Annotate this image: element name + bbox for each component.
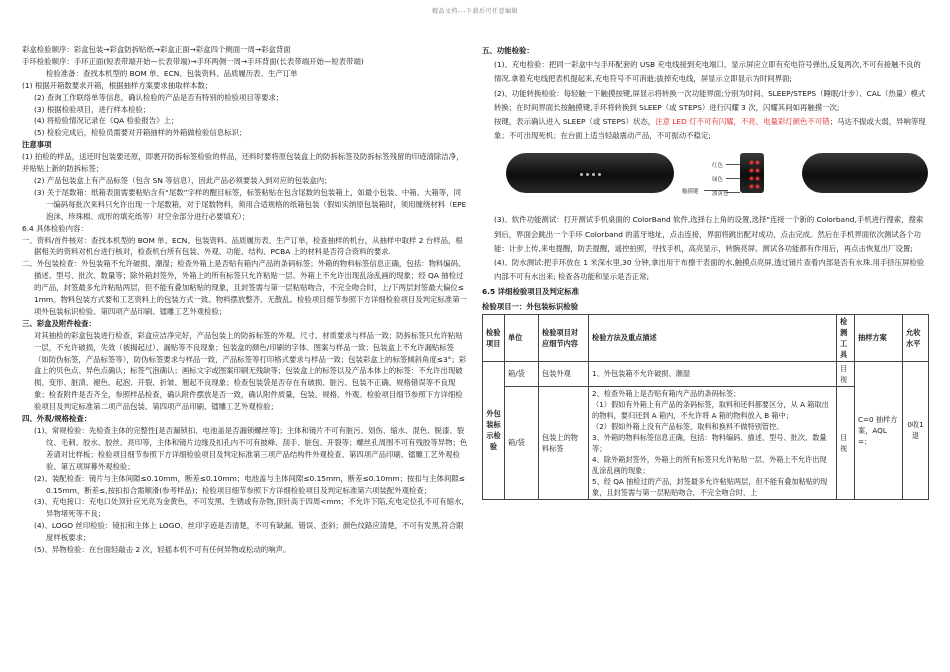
table-row	[483, 361, 929, 386]
left-paragraph: (3) 根据检验项目，进行样本检验；	[34, 104, 151, 114]
charging-check: (1)、充电检验：把同一彩盒中与手环配套的 USB 充电线接到充电端口，显示屏应立即有充电符号弹出,反复两次,不可有接触不良的情况.拿着充电线把表机提起来,充电符号不可消逝;拔掉充电线，屏显示立即显示为时间界面;	[494, 60, 921, 84]
detail-section-title: 6.5 详细检验项目及判定标准	[482, 287, 579, 297]
left-paragraph: 三、彩盒及附件检查：	[22, 318, 96, 328]
left-paragraph: (4) 将检验情况记录在《QA 检验报告》上；	[34, 116, 179, 126]
inspection-table	[482, 314, 929, 500]
left-paragraph: (2) 产品包装盒上有产品标签（包含 SN 等信息），因此产品必须要装入到对应的包装盒内；	[34, 175, 332, 185]
accept-cell: 0收1退	[903, 361, 929, 499]
left-paragraph: (2)、装配检查：镜片与主体间隙≤0.10mm，断差≤0.10mm；电池盖与主体间隙≤0.15mm，断差≤0.10mm；按扣与主体间隙≤0.15mm，断差≤,按扣扣合需顺滑(参考样品)；检验项目细节参照下方详细检验项目及判定标准第六项装配外观检查；	[34, 473, 465, 495]
left-paragraph: 手环检验顺序：手环正面(短表带端开始—长表带端)→手环两侧一周→手环背面(长表带端开始—短表带端)	[22, 56, 364, 66]
blue-led-label: 波黄色	[712, 191, 729, 198]
left-paragraph: 注意事项	[22, 140, 52, 150]
left-paragraph: 四、外观/规格检查：	[22, 414, 92, 424]
wristband-image-left	[506, 153, 674, 193]
th-tool: 检测工具	[837, 314, 855, 361]
group-cell: 外包装标示检验	[483, 361, 505, 499]
detail-cell: 包装上的物料标签	[539, 386, 589, 499]
left-paragraph: 检验准备：查找本机型的 BOM 单、ECN、包装资料、品质履历表、生产订单	[46, 68, 298, 78]
th-unit: 单位	[505, 314, 539, 361]
software-test: (3)、软件功能测试：打开测试手机桌面的 ColorBand 软件,选择右上角的设置,选择"连接一个新的 Colorband,手机进行搜索，搜索到后，界面会跳出一个手环 Colorband 的蓝牙地址，点击连接，界面将跳出配对成功，点击完成。然后在手机界面依次测试各个功能：计步上传,来电提醒，防丢提醒，遥控拍照，寻找手机，高亮显示，转腕亮屏。测试各功能都有作用后，再点击恢复出厂设置;	[494, 215, 924, 253]
wristband-image-right	[802, 153, 928, 193]
unit-cell: 箱/袋	[505, 361, 539, 386]
detail-cell: 包装外观	[539, 361, 589, 386]
th-accept: 允收水平	[903, 314, 929, 361]
tool-cell: 目视	[837, 386, 855, 499]
th-item: 检验项目	[483, 314, 505, 361]
left-paragraph: (5)、异物检验：在台面轻敲击 2 次，轻摇本机不可有任何异物或松动的响声。	[34, 545, 291, 555]
left-paragraph: 6.4 具体检验内容：	[22, 223, 88, 233]
left-paragraph: (1)、常规检验：先检查主体的完整性[是否漏锁扣、电池盖是否漏锁螺丝等]；主体和镜片不可有脏污、划伤、缩水、混色、脱漆、裂纹、毛刺、胶水、胶丝、亮印等，主体和镜片边缘及扣孔内不可有披峰、刮手、脏包、开裂等；螺丝孔周围不可有残胶等异物；色差请对比样板；检验项目细节参照下方详细检验项目及判定标准第三项产品结构件外观检查、第四项产品印刷、镭雕工艺外观检验、第五项屏幕外观检验；	[34, 426, 468, 471]
blue-leader	[726, 192, 740, 193]
waterproof-test: (4)、防水测试:把手环放在 1 米深水里,30 分钟,拿出用干布擦干表面的水,触摸点亮屏,透过镜片查看内部是否有水珠.用手挤压屏检验内部不可有水出来; 检查各功能和显示是否正常;	[494, 258, 925, 282]
green-led-label: 绿色	[712, 177, 724, 184]
th-detail: 检验项目对应细节内容	[539, 314, 589, 361]
unit-cell: 箱/袋	[505, 386, 539, 499]
sampling-cell: C=0 抽样方案，AQL=；	[855, 361, 903, 499]
right-column	[482, 44, 928, 500]
function-switch-check: (2)、功能转换检验：每轻触一下触摸按键,屏显示将转换一次功能界面;分别为时间、SLEEP/STEPS（睡眠/计步）、CAL（热量）模式转换；在时间界面长按触摸键,手环将转换到 SLEEP（或 STEPS）进行闪耀 3 次，闪耀其间如再触摸一次;	[494, 88, 926, 112]
page-header: 精品文档---下载后可任意编辑	[432, 8, 518, 15]
th-method: 检验方法及重点描述	[589, 314, 837, 361]
left-paragraph: (1) 根据开箱数要求开箱，根据抽样方案要求抽取样本数；	[22, 80, 213, 90]
section-function-title: 五、功能检验：	[482, 46, 534, 55]
led-warning: 注意 LED 灯不可有闪耀，不亮、电量彩灯颜色不可错	[655, 117, 830, 127]
left-paragraph: 对其抽检的彩盒包装进行检查，彩盒应洁净完好，产品包装上的防拆标签的外观、尺寸、材质要求与样品一致；防拆标签只允许粘贴一层，不允许破损，失效（被揭起过）、漏贴等不良现象；包装盒的颜色/印刷的字体、图案与样品一致；包装盒上不允许漏贴标签（如防伪标签，产品标签等），防伪标签要求与样品一致，产品标签等打印格式要求与样品一致；包装彩盒上的标签倾斜角度≤3°；彩盒上的贝色点、异色点确认；标签气泡确认；画标文字或图案印刷无残缺等；包装盒上的标签以及产品本体上的标签：不允许出现破损、变形、脏渍、褪色、起泡、开裂、折皱、翘起不良现象；检查包装袋是否存在有破损、脏污、包装不正确、规格错误等不良现象；检查附件是否齐全，参照样品检查，确认附件摆放是否一致，确认附件质量，包装、规格、外观。检验项目细节参照下方详细检验项目及判定标准第二项产品包装、第四项产品印刷、镭雕工艺外观检验；	[34, 330, 467, 412]
touch-key-label: 触摸键	[682, 189, 699, 196]
wristband-illustration	[482, 147, 928, 207]
table-header-row	[483, 314, 929, 361]
item-one-title: 检验项目一：外包装标识检验	[482, 301, 579, 311]
tool-cell: 目视	[837, 361, 855, 386]
left-paragraph: (3)、充电接口：充电口处顶针应光亮为金黄色，不可发黑、生锈或有杂物,顶针高于四周<mm；不允许下陷,充电定位孔不可有缩水,异物堵死等不良；	[34, 497, 464, 519]
led-check: 按键，表示确认进入 SLEEP（或 STEPS）状态，注意 LED 灯不可有闪耀，不亮、电量彩灯颜色不可错；马达不振或大弱，异响等现象；不可出现死机；在台面上适当轻敲震动产品，不可振动不稳定;	[494, 117, 926, 141]
left-paragraph: (1) 拍检的样品，送还时包装要还原，即裹开防拆标签检验的样品，还料时要将原包装盒上的防拆标签及防拆标签残留的印迹清除洁净，并贴贴上新的防拆标签；	[22, 152, 464, 174]
left-paragraph: 彩盒检验顺序：彩盒包装→彩盒防拆贴纸→彩盒正面→彩盒四个侧面一周→彩盒背面	[22, 45, 291, 54]
method-cell: 1、外包装箱不允许破损、潮湿	[589, 361, 837, 386]
left-paragraph: (5) 检验完成后，检验员需要对开箱抽样的外箱做检验信息标识；	[34, 128, 247, 138]
left-paragraph: (4)、LOGO 丝印检验：镜扣和主体上 LOGO、丝印字迹是否清楚，不可有缺漏、错误、歪斜；颜色纹路应清楚，不可有发黑,符合限度样板要求；	[34, 521, 464, 543]
method-cell: 2、检查外箱上是否贴有箱内产品的条码标签； （1）假如有外箱上有产品的条码标签，取料和还料都要区分，从 A 箱取出的物料，要归还到 A 箱内，不允许将 A 箱的物料放入 B 箱中； （2）假如外箱上没有产品标签，取料和换料不做特别管控。 3、外箱的物料标签信息正确，包括：物料编码、描述、型号、批次、数量等； 4、除外箱封签外，外箱上的所有标签只允许粘贴一层、外箱上不允许出现乱涂乱画的现象； 5、经 QA 抽检过的产品，封签最多允许粘贴两层，但不能有叠加粘贴的现象，且封签需与第一层粘贴吻合，不完全吻合时，上	[589, 386, 837, 499]
red-leader	[726, 164, 740, 165]
left-column	[22, 44, 468, 556]
red-led-label: 红色	[712, 163, 724, 170]
th-sampling: 抽样方案	[855, 314, 903, 361]
left-paragraph: 一、资料/首件核对：查找本机型的 BOM 单、ECN、包装资料、品质履历表、生产订单，检查抽样的机台，从抽样中取样 2 台样品，根据相关的资料对机台进行核对，检查机台所有包装、外观、功能、结构、PCBA 上的材料是否符合资料的要求.	[22, 235, 463, 257]
left-paragraph: 二、外包装检查：外包装箱不允许破损、潮湿；检查外箱上是否贴有箱内产品的条码标签；外箱的物料标签信息正确，包括：物料编码、描述、型号、批次、数量等；除外箱封签外，外箱上的所有标签只允许粘贴一层、外箱上不允许出现乱涂乱画的现象；经 QA 抽检过的产品，封签最多允许粘贴两层，但不能有叠加粘贴的现象，且封签需与第一层粘贴吻合，不完全吻合时，上/下两层封签最大偏位≤1mm。物料包装方式要和工艺资料上的包装方式一致。物料摆放整齐、无散乱。检验项目细节参照下方详细检验项目及判定标准第一项外包装标识检验、第四项产品印刷、镭雕工艺外观检验；	[22, 259, 467, 316]
left-paragraph: (2) 查询工作联络单等信息，确认检验的产品是否有特别的检验项目等要求；	[34, 92, 284, 102]
left-paragraph: (3) 关于尾数箱：纸箱表面需要粘贴含有“尾数”字样的醒目标签，标签粘贴在包含尾数的包装箱上，如最小包装、中箱、大箱等，同一编码每批次来料只允许出现一个尾数箱，对于尾数物料，须用合适规格的纸箱包装（假如实纳原包装箱时，须用缠绕材料（EPE 泡沫、珍珠棉、成形的填充纸等）对空余部分进行必要填充）；	[34, 187, 467, 221]
green-leader	[726, 178, 740, 179]
